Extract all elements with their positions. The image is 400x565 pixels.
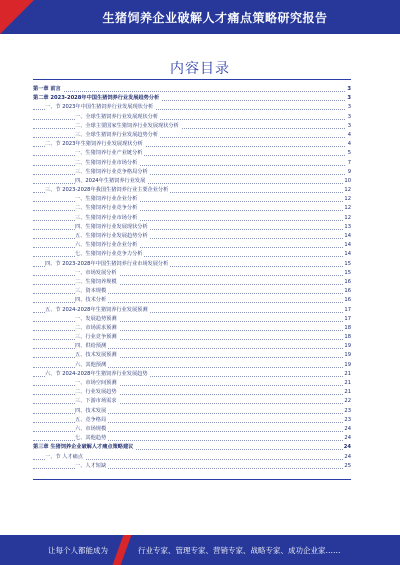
toc-entry[interactable] xyxy=(33,85,351,94)
toc-page-number: 12 xyxy=(343,214,351,223)
toc-page-number: 3 xyxy=(347,122,351,131)
toc-page-number: 13 xyxy=(343,223,351,232)
toc-page-number: 21 xyxy=(343,379,351,388)
toc-page-number: 21 xyxy=(343,388,351,397)
toc-entry[interactable] xyxy=(33,122,351,131)
toc-entry[interactable] xyxy=(33,232,351,241)
toc-entry-text: 四、生猪饲养行业发展现状分析 xyxy=(75,223,150,232)
footer-slogan: 让每个人都能成为 xyxy=(48,546,108,555)
toc-page-number: 24 xyxy=(343,425,351,434)
toc-entry-text: 七、其他趋势 xyxy=(75,434,108,443)
toc-entry-text: 三、全球生猪饲养行业发展趋势分析 xyxy=(75,131,160,140)
toc-entry-text: 四、技术发展 xyxy=(75,407,108,416)
toc-entry-text: 三、生猪饲养行业竞争格局分析 xyxy=(75,168,150,177)
toc-entry[interactable] xyxy=(33,94,351,103)
toc-entry-text: 六、其他预测 xyxy=(75,361,108,370)
toc-entry[interactable] xyxy=(33,159,351,168)
toc-entry[interactable] xyxy=(33,204,351,213)
toc-page-number: 24 xyxy=(343,443,351,452)
toc-page-number: 3 xyxy=(347,103,351,112)
toc-page-number: 23 xyxy=(343,416,351,425)
toc-entry[interactable] xyxy=(33,397,351,406)
toc-entry[interactable] xyxy=(33,342,351,351)
report-header xyxy=(0,0,400,34)
toc-page-number: 25 xyxy=(343,462,351,471)
toc-entry[interactable] xyxy=(33,103,351,112)
toc-entry[interactable] xyxy=(33,223,351,232)
toc-entry-text: 二、市场需求预测 xyxy=(75,324,119,333)
toc-page-number: 14 xyxy=(343,232,351,241)
toc-page-number: 7 xyxy=(347,159,351,168)
toc-page-number: 4 xyxy=(347,140,351,149)
toc-entry-text: 五、生猪饲养行业发展趋势分析 xyxy=(75,232,150,241)
toc-entry[interactable] xyxy=(33,306,351,315)
toc-entry[interactable] xyxy=(33,113,351,122)
toc-leader-dots xyxy=(33,91,345,92)
toc-page-number: 21 xyxy=(343,370,351,379)
toc-entry[interactable] xyxy=(33,168,351,177)
toc-entry[interactable] xyxy=(33,269,351,278)
toc-entry[interactable] xyxy=(33,278,351,287)
toc-entry-text: 一、市场空间预测 xyxy=(75,379,119,388)
toc-entry[interactable] xyxy=(33,388,351,397)
toc-entry-text: 二、行业发展趋势 xyxy=(75,388,119,397)
toc-entry-text: 一、节 人才痛点 xyxy=(45,453,85,462)
toc-entry-text: 一、生猪饲养行业企业分析 xyxy=(75,195,139,204)
toc-page-number: 14 xyxy=(343,241,351,250)
toc-entry[interactable] xyxy=(33,370,351,379)
toc-entry[interactable] xyxy=(33,425,351,434)
toc-heading: 内容目录 xyxy=(170,61,230,77)
toc-page-number: 23 xyxy=(343,407,351,416)
toc-entry-text: 一、人才短缺 xyxy=(75,462,108,471)
toc-entry-text: 一、发展趋势预测 xyxy=(75,315,119,324)
toc-page-number: 10 xyxy=(343,177,351,186)
toc-page-number: 15 xyxy=(343,269,351,278)
toc-entry[interactable] xyxy=(33,443,351,452)
toc-page-number: 14 xyxy=(343,250,351,259)
toc-entry[interactable] xyxy=(33,195,351,204)
toc-page-number: 16 xyxy=(343,287,351,296)
toc-entry[interactable] xyxy=(33,351,351,360)
toc-entry-text: 七、生猪饲养行业竞争力分析 xyxy=(75,250,144,259)
toc-entry-text: 五、技术发展预测 xyxy=(75,351,119,360)
toc-entry[interactable] xyxy=(33,434,351,443)
toc-entry-text: 三、行业竞争预测 xyxy=(75,333,119,342)
toc-entry-text: 三、生猪饲养行业市场分析 xyxy=(75,214,139,223)
toc-entry[interactable] xyxy=(33,241,351,250)
toc-page-number: 4 xyxy=(347,131,351,140)
toc-entry[interactable] xyxy=(33,214,351,223)
toc-page-number: 12 xyxy=(343,195,351,204)
toc-page-number: 12 xyxy=(343,204,351,213)
toc-entry-text: 四、2024年生猪饲养行业发展 xyxy=(75,177,147,186)
toc-entry[interactable] xyxy=(33,296,351,305)
toc-page-number: 19 xyxy=(343,351,351,360)
toc-entry-text: 三、下游市场需求 xyxy=(75,397,119,406)
toc-entry-text: 一、市场发展分析 xyxy=(75,269,119,278)
toc-entry-text: 二、生猪饲养行业市场分析 xyxy=(75,159,139,168)
toc-bottom-rule xyxy=(33,479,351,480)
toc-entry[interactable] xyxy=(33,407,351,416)
toc-entry[interactable] xyxy=(33,462,351,471)
toc-entry[interactable] xyxy=(33,361,351,370)
toc-page-number: 18 xyxy=(343,324,351,333)
toc-page-number: 16 xyxy=(343,278,351,287)
toc-entry[interactable] xyxy=(33,315,351,324)
toc-entry[interactable] xyxy=(33,333,351,342)
toc-entry-text: 二、生猪饲养规模 xyxy=(75,278,119,287)
toc-entry[interactable] xyxy=(33,140,351,149)
toc-page-number: 3 xyxy=(346,85,351,94)
toc-entry-text: 三、节 2023-2028年我国生猪饲养行业主要企业分析 xyxy=(45,186,170,195)
toc-page-number: 19 xyxy=(343,361,351,370)
toc-entry-text: 第二章 2023-2028年中国生猪饲养行业发展趋势分析 xyxy=(33,94,161,103)
toc-entry[interactable] xyxy=(33,287,351,296)
table-of-contents xyxy=(33,85,351,471)
toc-page-number: 22 xyxy=(343,397,351,406)
toc-page-number: 5 xyxy=(347,149,351,158)
toc-entry-text: 二、全球主要国家生猪饲养行业发展现状分析 xyxy=(75,122,181,131)
toc-entry[interactable] xyxy=(33,416,351,425)
toc-page-number: 15 xyxy=(343,260,351,269)
toc-entry-text: 二、节 2023年生猪饲养行业发展现状分析 xyxy=(45,140,145,149)
toc-page-number: 17 xyxy=(343,315,351,324)
footer-red-stripe xyxy=(113,535,132,565)
toc-entry[interactable] xyxy=(33,131,351,140)
toc-entry-text: 六、节 2024-2028年生猪饲养行业发展趋势 xyxy=(45,370,150,379)
footer-banner xyxy=(0,535,400,565)
toc-page-number: 9 xyxy=(347,168,351,177)
toc-entry-text: 第一章 前言 xyxy=(33,85,63,94)
report-title: 生猪饲养企业破解人才痛点策略研究报告 xyxy=(102,11,328,25)
toc-page-number: 24 xyxy=(343,453,351,462)
toc-page-number: 3 xyxy=(346,94,351,103)
toc-page-number: 16 xyxy=(343,296,351,305)
toc-page-number: 19 xyxy=(343,342,351,351)
toc-entry[interactable] xyxy=(33,260,351,269)
toc-page-number: 3 xyxy=(347,113,351,122)
toc-page-number: 17 xyxy=(343,306,351,315)
toc-top-rule xyxy=(33,79,351,80)
toc-entry[interactable] xyxy=(33,186,351,195)
toc-entry-text: 六、生猪饲养行业企业分析 xyxy=(75,241,139,250)
footer-roles: 行业专家、管理专家、营销专家、战略专家、成功企业家…… xyxy=(138,546,341,555)
toc-entry[interactable] xyxy=(33,379,351,388)
toc-entry[interactable] xyxy=(33,149,351,158)
toc-entry-text: 一、节 2023年中国生猪饲养行业发展现状分析 xyxy=(45,103,155,112)
toc-entry-text: 三、资本规模 xyxy=(75,287,108,296)
toc-entry-text: 第三章 生猪饲养企业破解人才痛点策略建议 xyxy=(33,443,135,452)
toc-entry[interactable] xyxy=(33,177,351,186)
header-red-corner xyxy=(0,0,34,34)
toc-entry[interactable] xyxy=(33,453,351,462)
toc-entry-text: 一、生猪饲养行业产业链分析 xyxy=(75,149,144,158)
toc-page-number: 24 xyxy=(343,434,351,443)
toc-entry-text: 四、节 2023-2028年中国生猪饲养行业市场发展分析 xyxy=(45,260,170,269)
toc-entry-text: 二、生猪饲养行业竞争分析 xyxy=(75,204,139,213)
toc-page-number: 18 xyxy=(343,333,351,342)
toc-entry-text: 四、供给预测 xyxy=(75,342,108,351)
toc-entry[interactable] xyxy=(33,250,351,259)
toc-entry-text: 四、技术分析 xyxy=(75,296,108,305)
toc-entry-text: 一、全球生猪饲养行业发展现状分析 xyxy=(75,113,160,122)
toc-entry[interactable] xyxy=(33,324,351,333)
toc-entry-text: 五、节 2024-2028年生猪饲养行业发展预测 xyxy=(45,306,150,315)
toc-page-number: 12 xyxy=(343,186,351,195)
toc-entry-text: 五、竞争格局 xyxy=(75,416,108,425)
toc-entry-text: 六、市场规模 xyxy=(75,425,108,434)
